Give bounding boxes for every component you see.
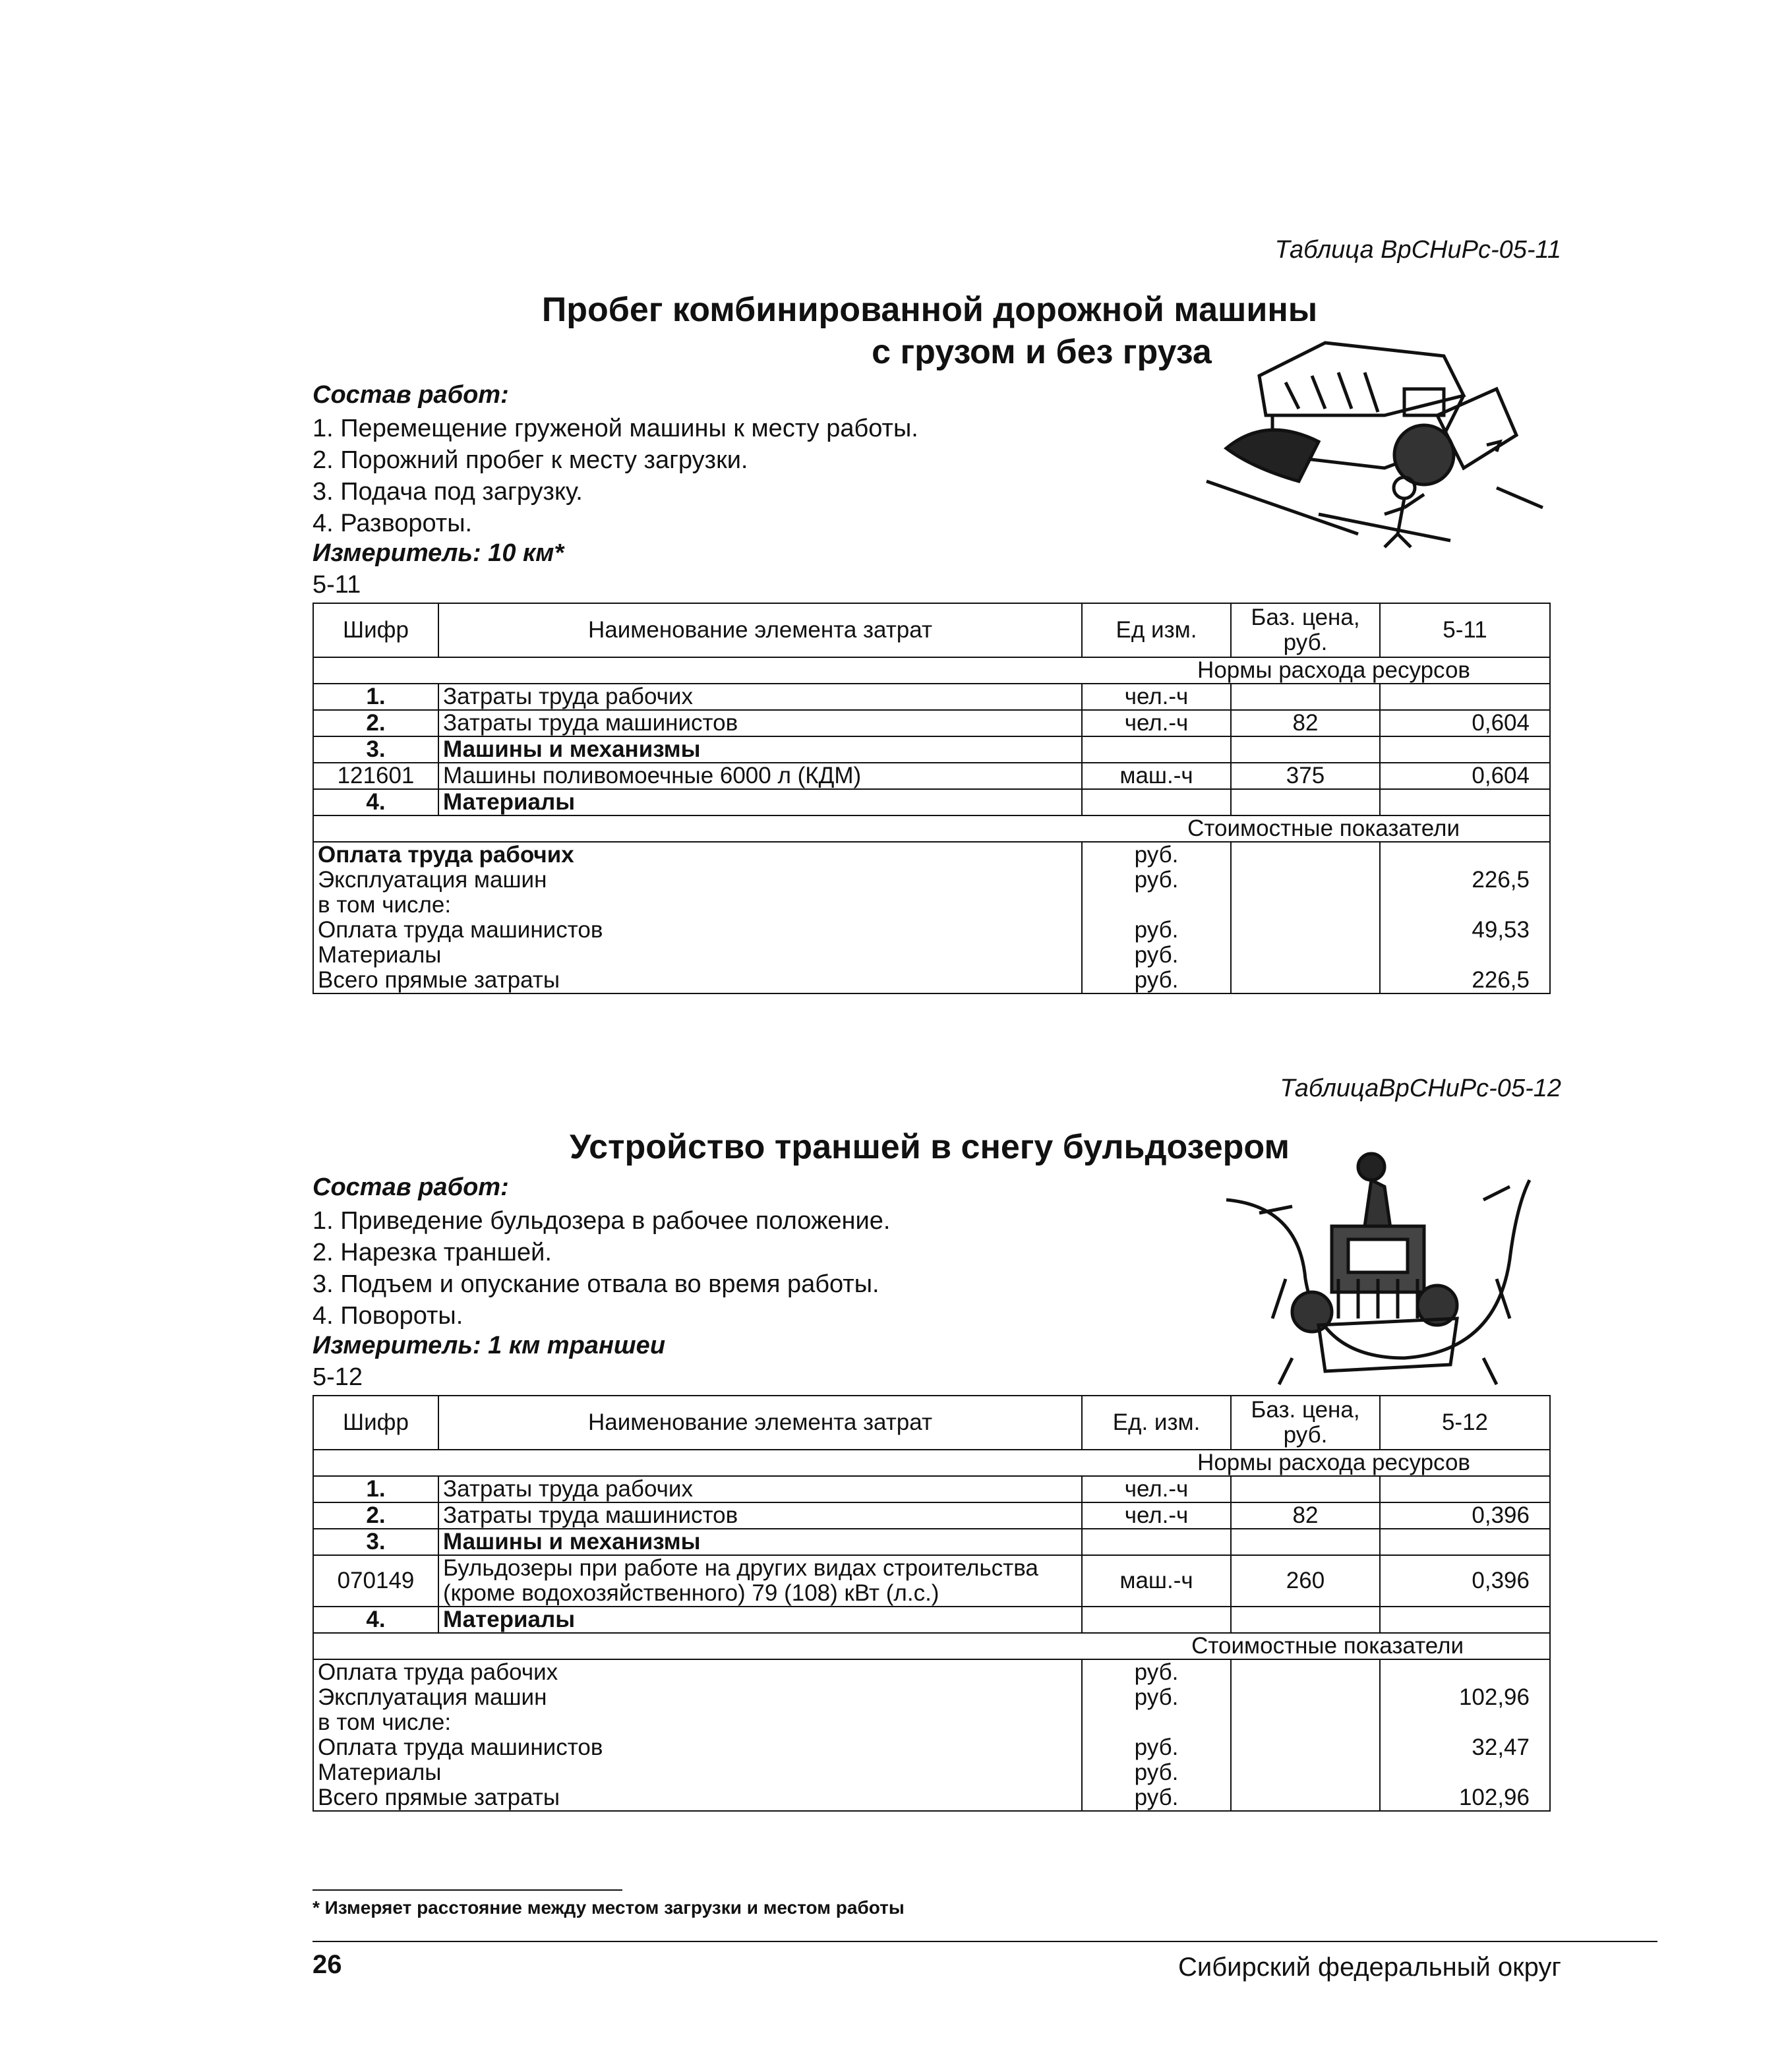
table-row bbox=[313, 1555, 1550, 1607]
cost-caption: Стоимостные показатели bbox=[313, 1633, 1550, 1659]
table-row bbox=[313, 684, 1550, 710]
value-cell bbox=[1380, 789, 1550, 815]
price-cell bbox=[1231, 1760, 1380, 1785]
work-item: 2. Порожний пробег к месту загрузки. bbox=[313, 446, 748, 474]
name-cell: Затраты труда рабочих bbox=[438, 684, 1082, 710]
cipher-cell: 1. bbox=[313, 684, 438, 710]
cost-value bbox=[1380, 842, 1550, 868]
price-cell bbox=[1231, 1476, 1380, 1502]
cost-row bbox=[313, 1685, 1550, 1710]
cipher-cell: 4. bbox=[313, 1607, 438, 1633]
value-cell bbox=[1380, 1529, 1550, 1555]
meter-label: Измеритель: 1 км траншеи bbox=[313, 1332, 666, 1359]
price-cell bbox=[1231, 684, 1380, 710]
resource-table bbox=[313, 1395, 1551, 1812]
cost-unit: руб. bbox=[1082, 968, 1231, 993]
unit-cell: маш.-ч bbox=[1082, 1555, 1231, 1607]
price-cell bbox=[1231, 918, 1380, 943]
header-cipher: Шифр bbox=[313, 603, 438, 657]
table-tag: Таблица ВрСНиРс-05-11 bbox=[1274, 236, 1561, 264]
cipher-cell: 3. bbox=[313, 1529, 438, 1555]
name-cell: Машины поливомоечные 6000 л (КДМ) bbox=[438, 763, 1082, 789]
cipher-cell: 070149 bbox=[313, 1555, 438, 1607]
work-item: 4. Повороты. bbox=[313, 1302, 463, 1330]
cost-row bbox=[313, 893, 1550, 918]
table-row bbox=[313, 710, 1550, 736]
cost-unit: руб. bbox=[1082, 943, 1231, 968]
cost-value bbox=[1380, 1710, 1550, 1735]
unit-cell: чел.-ч bbox=[1082, 684, 1231, 710]
cost-row bbox=[313, 1785, 1550, 1811]
cipher-cell: 121601 bbox=[313, 763, 438, 789]
price-cell bbox=[1231, 1529, 1380, 1555]
cost-unit: руб. bbox=[1082, 918, 1231, 943]
price-cell bbox=[1231, 1735, 1380, 1760]
unit-cell: чел.-ч bbox=[1082, 710, 1231, 736]
unit-cell bbox=[1082, 1607, 1231, 1633]
cipher-cell: 4. bbox=[313, 789, 438, 815]
name-cell: Машины и механизмы bbox=[438, 736, 1082, 763]
cost-name: в том числе: bbox=[313, 1710, 1082, 1735]
name-cell: Материалы bbox=[438, 789, 1082, 815]
price-cell bbox=[1231, 893, 1380, 918]
unit-cell bbox=[1082, 789, 1231, 815]
name-cell bbox=[438, 1555, 1082, 1607]
work-item: 1. Перемещение груженой машины к месту работы. bbox=[313, 415, 918, 442]
region-name: Сибирский федеральный округ bbox=[1178, 1953, 1561, 1982]
price-cell bbox=[1231, 1785, 1380, 1811]
header-price: Баз. цена, руб. bbox=[1231, 603, 1380, 657]
title-line: с грузом и без груза bbox=[872, 333, 1212, 371]
work-item: 2. Нарезка траншей. bbox=[313, 1239, 552, 1266]
cost-unit: руб. bbox=[1082, 1659, 1231, 1685]
header-column: 5-11 bbox=[1380, 603, 1550, 657]
work-heading: Состав работ: bbox=[313, 1173, 509, 1201]
cost-unit: руб. bbox=[1082, 1685, 1231, 1710]
table-tag: ТаблицаВрСНиРс-05-12 bbox=[1280, 1075, 1561, 1102]
cost-caption: Стоимостные показатели bbox=[313, 815, 1550, 842]
cost-name: Эксплуатация машин bbox=[313, 868, 1082, 893]
value-cell bbox=[1380, 736, 1550, 763]
bulldozer-illustration bbox=[1220, 1147, 1536, 1398]
header-name: Наименование элемента затрат bbox=[438, 603, 1082, 657]
value-cell: 0,604 bbox=[1380, 710, 1550, 736]
name-line: (кроме водохозяйственного) 79 (108) кВт (л.с.) bbox=[443, 1580, 939, 1606]
table-row bbox=[313, 789, 1550, 815]
unit-cell bbox=[1082, 1529, 1231, 1555]
cost-unit: руб. bbox=[1082, 868, 1231, 893]
cipher-cell: 2. bbox=[313, 1502, 438, 1529]
meter-label: Измеритель: 10 км* bbox=[313, 539, 564, 567]
name-cell: Затраты труда машинистов bbox=[438, 710, 1082, 736]
price-cell bbox=[1231, 736, 1380, 763]
unit-cell: чел.-ч bbox=[1082, 1502, 1231, 1529]
table-row bbox=[313, 1607, 1550, 1633]
cost-row bbox=[313, 1760, 1550, 1785]
title-line: Пробег комбинированной дорожной машины bbox=[541, 291, 1318, 329]
header-unit: Ед. изм. bbox=[1082, 1396, 1231, 1450]
table-row bbox=[313, 1450, 1550, 1476]
value-cell bbox=[1380, 1607, 1550, 1633]
cost-row bbox=[313, 1710, 1550, 1735]
unit-cell: чел.-ч bbox=[1082, 1476, 1231, 1502]
cost-row bbox=[313, 868, 1550, 893]
price-cell bbox=[1231, 1710, 1380, 1735]
price-cell: 82 bbox=[1231, 710, 1380, 736]
cost-unit bbox=[1082, 893, 1231, 918]
cost-row bbox=[313, 968, 1550, 993]
cost-row bbox=[313, 918, 1550, 943]
cost-row bbox=[313, 1735, 1550, 1760]
price-cell: 260 bbox=[1231, 1555, 1380, 1607]
cost-name: Материалы bbox=[313, 1760, 1082, 1785]
unit-cell: маш.-ч bbox=[1082, 763, 1231, 789]
header-name: Наименование элемента затрат bbox=[438, 1396, 1082, 1450]
norms-caption: Нормы расхода ресурсов bbox=[313, 657, 1550, 684]
table-code: 5-12 bbox=[313, 1363, 363, 1391]
work-item: 3. Подача под загрузку. bbox=[313, 478, 583, 506]
cost-name: Всего прямые затраты bbox=[313, 968, 1082, 993]
cost-unit bbox=[1082, 1710, 1231, 1735]
table-row bbox=[313, 815, 1550, 842]
page-number: 26 bbox=[313, 1950, 342, 1979]
cipher-cell: 3. bbox=[313, 736, 438, 763]
work-item: 1. Приведение бульдозера в рабочее положение. bbox=[313, 1207, 891, 1235]
price-cell bbox=[1231, 789, 1380, 815]
header-column: 5-12 bbox=[1380, 1396, 1550, 1450]
cost-row bbox=[313, 943, 1550, 968]
table-header-row bbox=[313, 1396, 1550, 1450]
price-cell bbox=[1231, 943, 1380, 968]
table-code: 5-11 bbox=[313, 571, 361, 599]
work-item: 4. Развороты. bbox=[313, 510, 473, 537]
cost-unit: руб. bbox=[1082, 1735, 1231, 1760]
table-row bbox=[313, 657, 1550, 684]
resource-table bbox=[313, 603, 1551, 994]
name-cell: Машины и механизмы bbox=[438, 1529, 1082, 1555]
header-unit: Ед изм. bbox=[1082, 603, 1231, 657]
table-row bbox=[313, 736, 1550, 763]
table-row bbox=[313, 1633, 1550, 1659]
table-header-row bbox=[313, 603, 1550, 657]
price-cell bbox=[1231, 1685, 1380, 1710]
footer-rule bbox=[313, 1941, 1657, 1942]
value-cell: 0,396 bbox=[1380, 1502, 1550, 1529]
cost-name: Оплата труда машинистов bbox=[313, 918, 1082, 943]
price-cell bbox=[1231, 842, 1380, 868]
footnote: * Измеряет расстояние между местом загрузки и местом работы bbox=[313, 1897, 905, 1918]
name-line: Бульдозеры при работе на других видах строительства bbox=[443, 1555, 1038, 1581]
name-cell: Затраты труда рабочих bbox=[438, 1476, 1082, 1502]
cost-row bbox=[313, 1659, 1550, 1685]
price-cell bbox=[1231, 1659, 1380, 1685]
price-cell: 82 bbox=[1231, 1502, 1380, 1529]
cost-name: Оплата труда машинистов bbox=[313, 1735, 1082, 1760]
unit-cell bbox=[1082, 736, 1231, 763]
section-title: Устройство траншей в снегу бульдозером bbox=[570, 1128, 1290, 1166]
header-cipher: Шифр bbox=[313, 1396, 438, 1450]
table-row bbox=[313, 1529, 1550, 1555]
work-heading: Состав работ: bbox=[313, 381, 509, 409]
cost-unit: руб. bbox=[1082, 1760, 1231, 1785]
cost-value: 102,96 bbox=[1380, 1785, 1550, 1811]
header-price: Баз. цена, руб. bbox=[1231, 1396, 1380, 1450]
cost-value: 49,53 bbox=[1380, 918, 1550, 943]
table-row bbox=[313, 1476, 1550, 1502]
cost-unit: руб. bbox=[1082, 1785, 1231, 1811]
cost-name: Оплата труда рабочих bbox=[313, 842, 1082, 868]
cost-value bbox=[1380, 893, 1550, 918]
cost-value: 226,5 bbox=[1380, 968, 1550, 993]
price-cell bbox=[1231, 1607, 1380, 1633]
price-cell bbox=[1231, 868, 1380, 893]
footnote-rule bbox=[313, 1889, 622, 1891]
cost-name: в том числе: bbox=[313, 893, 1082, 918]
cost-unit: руб. bbox=[1082, 842, 1231, 868]
cost-value: 226,5 bbox=[1380, 868, 1550, 893]
name-cell: Материалы bbox=[438, 1607, 1082, 1633]
norms-caption: Нормы расхода ресурсов bbox=[313, 1450, 1550, 1476]
cost-value bbox=[1380, 943, 1550, 968]
road-machine-illustration bbox=[1187, 316, 1556, 554]
work-item: 3. Подъем и опускание отвала во время работы. bbox=[313, 1270, 879, 1298]
cost-value bbox=[1380, 1659, 1550, 1685]
price-cell bbox=[1231, 968, 1380, 993]
value-cell bbox=[1380, 1476, 1550, 1502]
value-cell bbox=[1380, 684, 1550, 710]
cost-name: Эксплуатация машин bbox=[313, 1685, 1082, 1710]
cost-value: 32,47 bbox=[1380, 1735, 1550, 1760]
cost-value: 102,96 bbox=[1380, 1685, 1550, 1710]
cipher-cell: 1. bbox=[313, 1476, 438, 1502]
cost-name: Всего прямые затраты bbox=[313, 1785, 1082, 1811]
value-cell: 0,604 bbox=[1380, 763, 1550, 789]
cost-name: Оплата труда рабочих bbox=[313, 1659, 1082, 1685]
table-row bbox=[313, 763, 1550, 789]
value-cell: 0,396 bbox=[1380, 1555, 1550, 1607]
price-cell: 375 bbox=[1231, 763, 1380, 789]
name-cell: Затраты труда машинистов bbox=[438, 1502, 1082, 1529]
cipher-cell: 2. bbox=[313, 710, 438, 736]
table-row bbox=[313, 1502, 1550, 1529]
cost-value bbox=[1380, 1760, 1550, 1785]
cost-row bbox=[313, 842, 1550, 868]
cost-name: Материалы bbox=[313, 943, 1082, 968]
